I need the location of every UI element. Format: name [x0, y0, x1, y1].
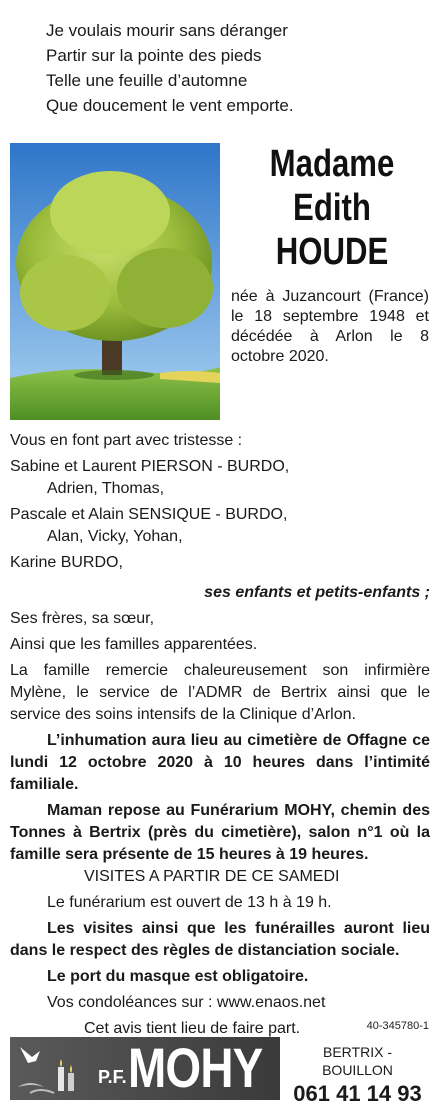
family-parents: Pascale et Alain SENSIQUE - BURDO, [10, 506, 288, 523]
phone-number: 061 41 14 93 [293, 1081, 422, 1106]
name-title: Madame [269, 143, 395, 185]
family-children: Alan, Vicky, Yohan, [47, 528, 183, 545]
funeral-home-banner [10, 1036, 429, 1106]
reference-number: 40-345780-1 [366, 1020, 429, 1032]
poem-line: Telle une feuille d’automne [46, 71, 248, 90]
notice: Cet avis tient lieu de faire part. [84, 1020, 301, 1037]
distancing: Les visites ainsi que les funérailles auront lieu dans le respect des règles de distanciation sociale. [10, 920, 430, 959]
poem [46, 18, 294, 118]
repose: Maman repose au Funérarium MOHY, chemin des Tonnes à Bertrix (près du cimetière), salon n°1 où la famille sera présente de 15 heures à 19 heures. [10, 802, 430, 863]
condolences: Vos condoléances sur : www.enaos.net [47, 994, 326, 1011]
announcement-body [10, 430, 430, 1040]
pf-label: P.F. [98, 1067, 127, 1087]
family-children: Adrien, Thomas, [47, 480, 165, 497]
thanks: La famille remercie chaleureusement son infirmière Mylène, le service de l’ADMR de Bertrix ainsi que le service des soins intensifs de la Clinique d’Arlon. [10, 662, 430, 723]
intro: Vous en font part avec tristesse : [10, 432, 243, 449]
poem-line: Que doucement le vent emporte. [46, 96, 294, 115]
family-parents: Karine BURDO, [10, 554, 123, 571]
opening-hours: Le funérarium est ouvert de 13 h à 19 h. [47, 894, 332, 911]
name-first: Edith [293, 187, 371, 229]
contact-block [286, 1043, 429, 1109]
poem-line: Je voulais mourir sans déranger [46, 21, 288, 40]
poem-line: Partir sur la pointe des pieds [46, 46, 262, 65]
visits: VISITES A PARTIR DE CE SAMEDI [84, 868, 340, 885]
burial: L’inhumation aura lieu au cimetière de Offagne ce lundi 12 octobre 2020 à 10 heures dans l’intimité familiale. [10, 732, 430, 793]
birth-death-text: née à Juzancourt (France) le 18 septembre 1948 et décédée à Arlon le 8 octobre 2020. [231, 288, 429, 365]
deceased-name [250, 142, 414, 274]
mask: Le port du masque est obligatoire. [47, 968, 309, 985]
brand-name: MOHY [128, 1036, 263, 1099]
children-label: ses enfants et petits-enfants ; [204, 584, 430, 601]
dove-candle-icon [10, 1037, 94, 1100]
brand-block [10, 1037, 280, 1100]
relatives: Ainsi que les familles apparentées. [10, 636, 258, 653]
towns: BERTRIX - BOUILLON [322, 1044, 393, 1078]
tree-photo [10, 143, 220, 420]
siblings: Ses frères, sa sœur, [10, 610, 155, 627]
tree-image-icon [10, 143, 220, 420]
name-last: HOUDE [275, 231, 389, 273]
family-parents: Sabine et Laurent PIERSON - BURDO, [10, 458, 290, 475]
